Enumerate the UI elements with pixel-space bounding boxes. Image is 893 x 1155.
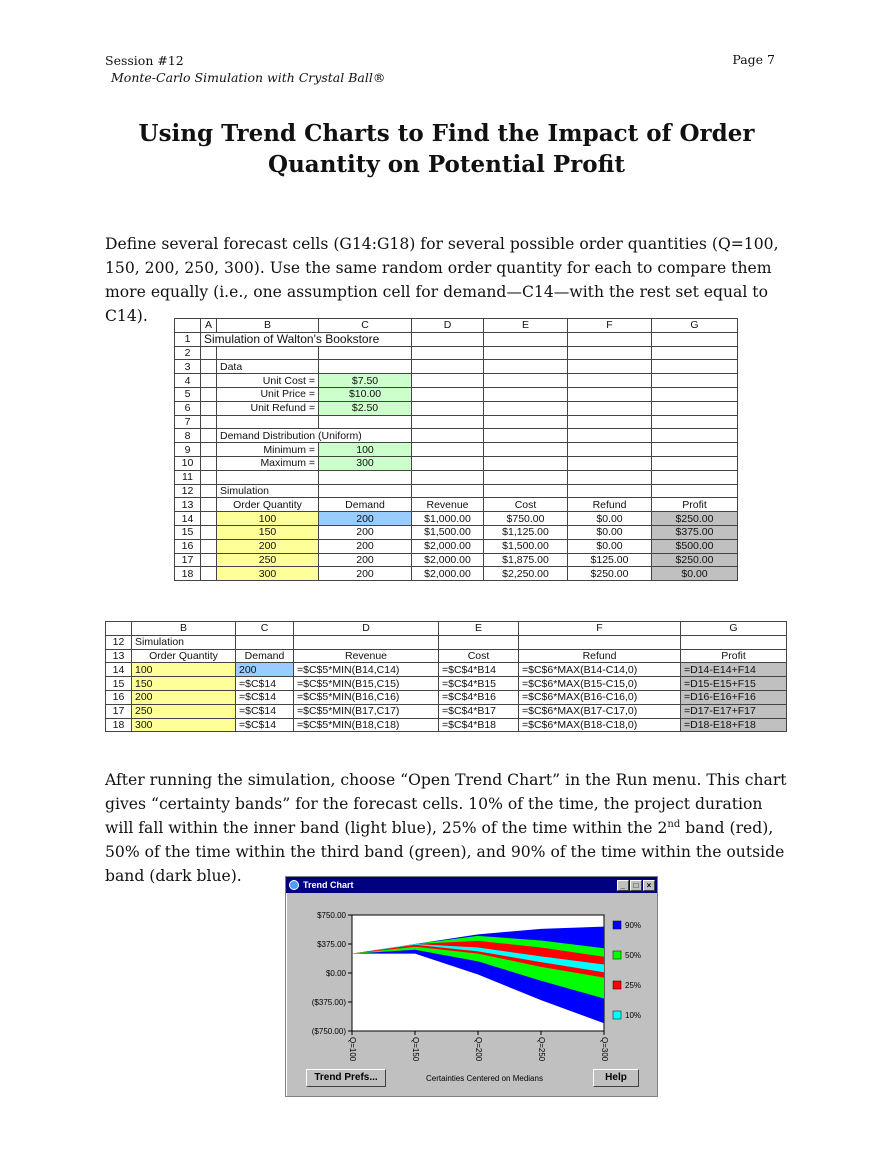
sheet-row: 4 Unit Cost = $7.50 bbox=[175, 374, 738, 388]
revenue-cell: $2,000.00 bbox=[412, 553, 484, 567]
demand-cell: 200 bbox=[319, 567, 412, 581]
title-line-2: Quantity on Potential Profit bbox=[268, 151, 625, 178]
sheet-row: 2 bbox=[175, 346, 738, 360]
col-header-b: B bbox=[217, 319, 319, 333]
x-tick-label: Q=250 bbox=[536, 1037, 546, 1062]
refund-cell: $0.00 bbox=[568, 525, 652, 539]
order-quantity-cell: 150 bbox=[132, 677, 236, 691]
profit-formula: =D18-E18+F18 bbox=[681, 718, 787, 732]
page-number: Page 7 bbox=[732, 52, 775, 67]
trend-prefs-button[interactable]: Trend Prefs... bbox=[306, 1069, 386, 1087]
table-row: 18 300 200 $2,000.00 $2,250.00 $250.00 $0.00 bbox=[175, 567, 738, 581]
header-refund: Refund bbox=[568, 498, 652, 512]
legend-swatch bbox=[613, 1011, 621, 1019]
cost-cell: $2,250.00 bbox=[484, 567, 568, 581]
profit-cell: $500.00 bbox=[652, 539, 738, 553]
profit-cell: $250.00 bbox=[652, 553, 738, 567]
formulas-spreadsheet bbox=[105, 621, 787, 732]
refund-cell: $250.00 bbox=[568, 567, 652, 581]
intro-paragraph: Define several forecast cells (G14:G18) for several possible order quantities (Q=100, 150, 200, 250, 300). Use the same random order quantity for each to compare them more equally (i.e., one assumption cell for demand—C14—with the rest set equal to C14). bbox=[105, 235, 779, 325]
legend-label: 25% bbox=[625, 981, 642, 990]
cost-cell: $1,125.00 bbox=[484, 525, 568, 539]
close-icon[interactable]: × bbox=[643, 880, 655, 891]
trend-chart bbox=[286, 893, 657, 1097]
order-quantity-cell: 300 bbox=[132, 718, 236, 732]
values-spreadsheet bbox=[174, 318, 738, 581]
col-header-e: E bbox=[484, 319, 568, 333]
sheet-row: 9 Minimum = 100 bbox=[175, 443, 738, 457]
table-row: 16 200 200 $2,000.00 $1,500.00 $0.00 $500.00 bbox=[175, 539, 738, 553]
paragraph-text-b: band (red), 50% of the time within the third band (green), and 90% of the time within the outside band (dark blue). bbox=[105, 819, 785, 885]
refund-cell: $0.00 bbox=[568, 512, 652, 526]
window-title: Trend Chart bbox=[303, 880, 354, 890]
corner-cell bbox=[106, 622, 132, 636]
session-label: Session #12 bbox=[105, 53, 184, 68]
sheet-row: 5 Unit Price = $10.00 bbox=[175, 387, 738, 401]
revenue-cell: $2,000.00 bbox=[412, 567, 484, 581]
col-header-d: D bbox=[294, 622, 439, 636]
corner-cell bbox=[175, 319, 201, 333]
order-quantity-cell: 200 bbox=[217, 539, 319, 553]
table-row: 17 250 =$C$14 =$C$5*MIN(B17,C17) =$C$4*B17 =$C$6*MAX(B17-C17,0) =D17-E17+F17 bbox=[106, 704, 787, 718]
revenue-cell: $1,500.00 bbox=[412, 525, 484, 539]
x-tick-label: Q=200 bbox=[473, 1037, 483, 1062]
sheet-row: 7 bbox=[175, 415, 738, 429]
revenue-formula: =$C$5*MIN(B17,C17) bbox=[294, 704, 439, 718]
y-tick-label: $0.00 bbox=[325, 969, 346, 978]
sheet-header-row: 13 Order Quantity Demand Revenue Cost Refund Profit bbox=[106, 649, 787, 663]
col-header-f: F bbox=[568, 319, 652, 333]
x-tick-label: Q=300 bbox=[599, 1037, 609, 1062]
maximum-label: Maximum = bbox=[217, 456, 319, 470]
refund-formula: =$C$6*MAX(B14-C14,0) bbox=[519, 663, 681, 677]
order-quantity-cell: 300 bbox=[217, 567, 319, 581]
col-header-c: C bbox=[319, 319, 412, 333]
revenue-cell: $1,000.00 bbox=[412, 512, 484, 526]
minimum-label: Minimum = bbox=[217, 443, 319, 457]
sheet-row: 1 Simulation of Walton's Bookstore bbox=[175, 332, 738, 346]
header-cost: Cost bbox=[439, 649, 519, 663]
demand-cell: 200 bbox=[319, 525, 412, 539]
order-quantity-cell: 100 bbox=[217, 512, 319, 526]
order-quantity-cell: 250 bbox=[217, 553, 319, 567]
cost-cell: $1,500.00 bbox=[484, 539, 568, 553]
sheet-row: 6 Unit Refund = $2.50 bbox=[175, 401, 738, 415]
table-row: 14 100 200 $1,000.00 $750.00 $0.00 $250.00 bbox=[175, 512, 738, 526]
col-header-g: G bbox=[652, 319, 738, 333]
refund-cell: $125.00 bbox=[568, 553, 652, 567]
demand-cell: 200 bbox=[319, 539, 412, 553]
header-cost: Cost bbox=[484, 498, 568, 512]
table-row: 15 150 200 $1,500.00 $1,125.00 $0.00 $375.00 bbox=[175, 525, 738, 539]
title-line-1: Using Trend Charts to Find the Impact of Order bbox=[138, 120, 755, 147]
x-tick-label: Q=100 bbox=[347, 1037, 357, 1062]
revenue-formula: =$C$5*MIN(B15,C15) bbox=[294, 677, 439, 691]
col-header-c: C bbox=[236, 622, 294, 636]
status-text: Certainties Centered on Medians bbox=[426, 1074, 543, 1083]
col-header-d: D bbox=[412, 319, 484, 333]
col-header-b: B bbox=[132, 622, 236, 636]
trend-chart-paragraph bbox=[105, 768, 795, 888]
header-order-quantity: Order Quantity bbox=[132, 649, 236, 663]
simulation-label: Simulation bbox=[217, 484, 319, 498]
refund-formula: =$C$6*MAX(B15-C15,0) bbox=[519, 677, 681, 691]
demand-cell: =$C$14 bbox=[236, 677, 294, 691]
order-quantity-cell: 200 bbox=[132, 690, 236, 704]
unit-price-value: $10.00 bbox=[319, 387, 412, 401]
revenue-formula: =$C$5*MIN(B14,C14) bbox=[294, 663, 439, 677]
demand-cell: 200 bbox=[236, 663, 294, 677]
crystal-ball-icon bbox=[289, 880, 299, 890]
legend-swatch bbox=[613, 981, 621, 989]
cost-cell: $750.00 bbox=[484, 512, 568, 526]
order-quantity-cell: 150 bbox=[217, 525, 319, 539]
minimize-icon[interactable]: _ bbox=[617, 880, 629, 891]
demand-cell: =$C$14 bbox=[236, 690, 294, 704]
header-refund: Refund bbox=[519, 649, 681, 663]
col-header-f: F bbox=[519, 622, 681, 636]
maximize-icon[interactable]: □ bbox=[630, 880, 642, 891]
order-quantity-cell: 250 bbox=[132, 704, 236, 718]
sheet-row: 12 Simulation bbox=[106, 635, 787, 649]
header-revenue: Revenue bbox=[412, 498, 484, 512]
profit-formula: =D16-E16+F16 bbox=[681, 690, 787, 704]
sheet-row: 11 bbox=[175, 470, 738, 484]
header-profit: Profit bbox=[652, 498, 738, 512]
sheet-title: Simulation of Walton's Bookstore bbox=[201, 332, 412, 346]
table-row: 14 100 200 =$C$5*MIN(B14,C14) =$C$4*B14 =$C$6*MAX(B14-C14,0) =D14-E14+F14 bbox=[106, 663, 787, 677]
help-button[interactable]: Help bbox=[593, 1069, 639, 1087]
profit-formula: =D15-E15+F15 bbox=[681, 677, 787, 691]
table-row: 17 250 200 $2,000.00 $1,875.00 $125.00 $250.00 bbox=[175, 553, 738, 567]
x-tick-label: Q=150 bbox=[410, 1037, 420, 1062]
profit-formula: =D17-E17+F17 bbox=[681, 704, 787, 718]
y-tick-label: $750.00 bbox=[317, 911, 346, 920]
header-revenue: Revenue bbox=[294, 649, 439, 663]
profit-cell: $0.00 bbox=[652, 567, 738, 581]
y-tick-label: ($750.00) bbox=[311, 1027, 346, 1036]
y-tick-label: $375.00 bbox=[317, 940, 346, 949]
refund-formula: =$C$6*MAX(B16-C16,0) bbox=[519, 690, 681, 704]
demand-cell: 200 bbox=[319, 512, 412, 526]
y-tick-label: ($375.00) bbox=[311, 998, 346, 1007]
cost-formula: =$C$4*B15 bbox=[439, 677, 519, 691]
cost-formula: =$C$4*B16 bbox=[439, 690, 519, 704]
unit-price-label: Unit Price = bbox=[217, 387, 319, 401]
sheet-row: 3 Data bbox=[175, 360, 738, 374]
header-order-quantity: Order Quantity bbox=[217, 498, 319, 512]
column-header-row bbox=[175, 319, 738, 333]
col-header-a: A bbox=[201, 319, 217, 333]
legend-label: 10% bbox=[625, 1011, 642, 1020]
sheet-header-row: 13 Order Quantity Demand Revenue Cost Refund Profit bbox=[175, 498, 738, 512]
running-header bbox=[105, 52, 385, 86]
header-demand: Demand bbox=[319, 498, 412, 512]
sheet-row: 8 Demand Distribution (Uniform) bbox=[175, 429, 738, 443]
course-subtitle: Monte-Carlo Simulation with Crystal Ball® bbox=[111, 70, 386, 85]
legend-swatch bbox=[613, 921, 621, 929]
table-row: 15 150 =$C$14 =$C$5*MIN(B15,C15) =$C$4*B15 =$C$6*MAX(B15-C15,0) =D15-E15+F15 bbox=[106, 677, 787, 691]
revenue-cell: $2,000.00 bbox=[412, 539, 484, 553]
refund-formula: =$C$6*MAX(B18-C18,0) bbox=[519, 718, 681, 732]
cost-cell: $1,875.00 bbox=[484, 553, 568, 567]
header-profit: Profit bbox=[681, 649, 787, 663]
table-row: 18 300 =$C$14 =$C$5*MIN(B18,C18) =$C$4*B18 =$C$6*MAX(B18-C18,0) =D18-E18+F18 bbox=[106, 718, 787, 732]
legend-swatch bbox=[613, 951, 621, 959]
order-quantity-cell: 100 bbox=[132, 663, 236, 677]
distribution-label: Demand Distribution (Uniform) bbox=[217, 429, 412, 443]
trend-chart-window bbox=[285, 876, 658, 1097]
maximum-value: 300 bbox=[319, 456, 412, 470]
cost-formula: =$C$4*B18 bbox=[439, 718, 519, 732]
data-label: Data bbox=[217, 360, 319, 374]
sheet-row: 10 Maximum = 300 bbox=[175, 456, 738, 470]
table-row: 16 200 =$C$14 =$C$5*MIN(B16,C16) =$C$4*B16 =$C$6*MAX(B16-C16,0) =D16-E16+F16 bbox=[106, 690, 787, 704]
demand-cell: 200 bbox=[319, 553, 412, 567]
header-demand: Demand bbox=[236, 649, 294, 663]
col-header-e: E bbox=[439, 622, 519, 636]
col-header-g: G bbox=[681, 622, 787, 636]
cost-formula: =$C$4*B14 bbox=[439, 663, 519, 677]
legend-label: 50% bbox=[625, 951, 642, 960]
profit-cell: $250.00 bbox=[652, 512, 738, 526]
simulation-label: Simulation bbox=[132, 635, 236, 649]
sheet-row: 12 Simulation bbox=[175, 484, 738, 498]
unit-cost-label: Unit Cost = bbox=[217, 374, 319, 388]
minimum-value: 100 bbox=[319, 443, 412, 457]
column-header-row bbox=[106, 622, 787, 636]
unit-refund-label: Unit Refund = bbox=[217, 401, 319, 415]
refund-formula: =$C$6*MAX(B17-C17,0) bbox=[519, 704, 681, 718]
refund-cell: $0.00 bbox=[568, 539, 652, 553]
revenue-formula: =$C$5*MIN(B18,C18) bbox=[294, 718, 439, 732]
profit-formula: =D14-E14+F14 bbox=[681, 663, 787, 677]
window-titlebar[interactable] bbox=[286, 877, 657, 893]
unit-refund-value: $2.50 bbox=[319, 401, 412, 415]
ordinal-suffix: nd bbox=[667, 818, 681, 830]
paragraph-text-a: After running the simulation, choose “Open Trend Chart” in the Run menu. This chart gives “certainty bands” for the forecast cells. 10% of the time, the project duration will fall within the inner band (light blue), 25% of the time within the 2 bbox=[105, 771, 787, 837]
legend-label: 90% bbox=[625, 921, 642, 930]
cost-formula: =$C$4*B17 bbox=[439, 704, 519, 718]
demand-cell: =$C$14 bbox=[236, 704, 294, 718]
revenue-formula: =$C$5*MIN(B16,C16) bbox=[294, 690, 439, 704]
unit-cost-value: $7.50 bbox=[319, 374, 412, 388]
page-title bbox=[105, 118, 788, 180]
profit-cell: $375.00 bbox=[652, 525, 738, 539]
demand-cell: =$C$14 bbox=[236, 718, 294, 732]
